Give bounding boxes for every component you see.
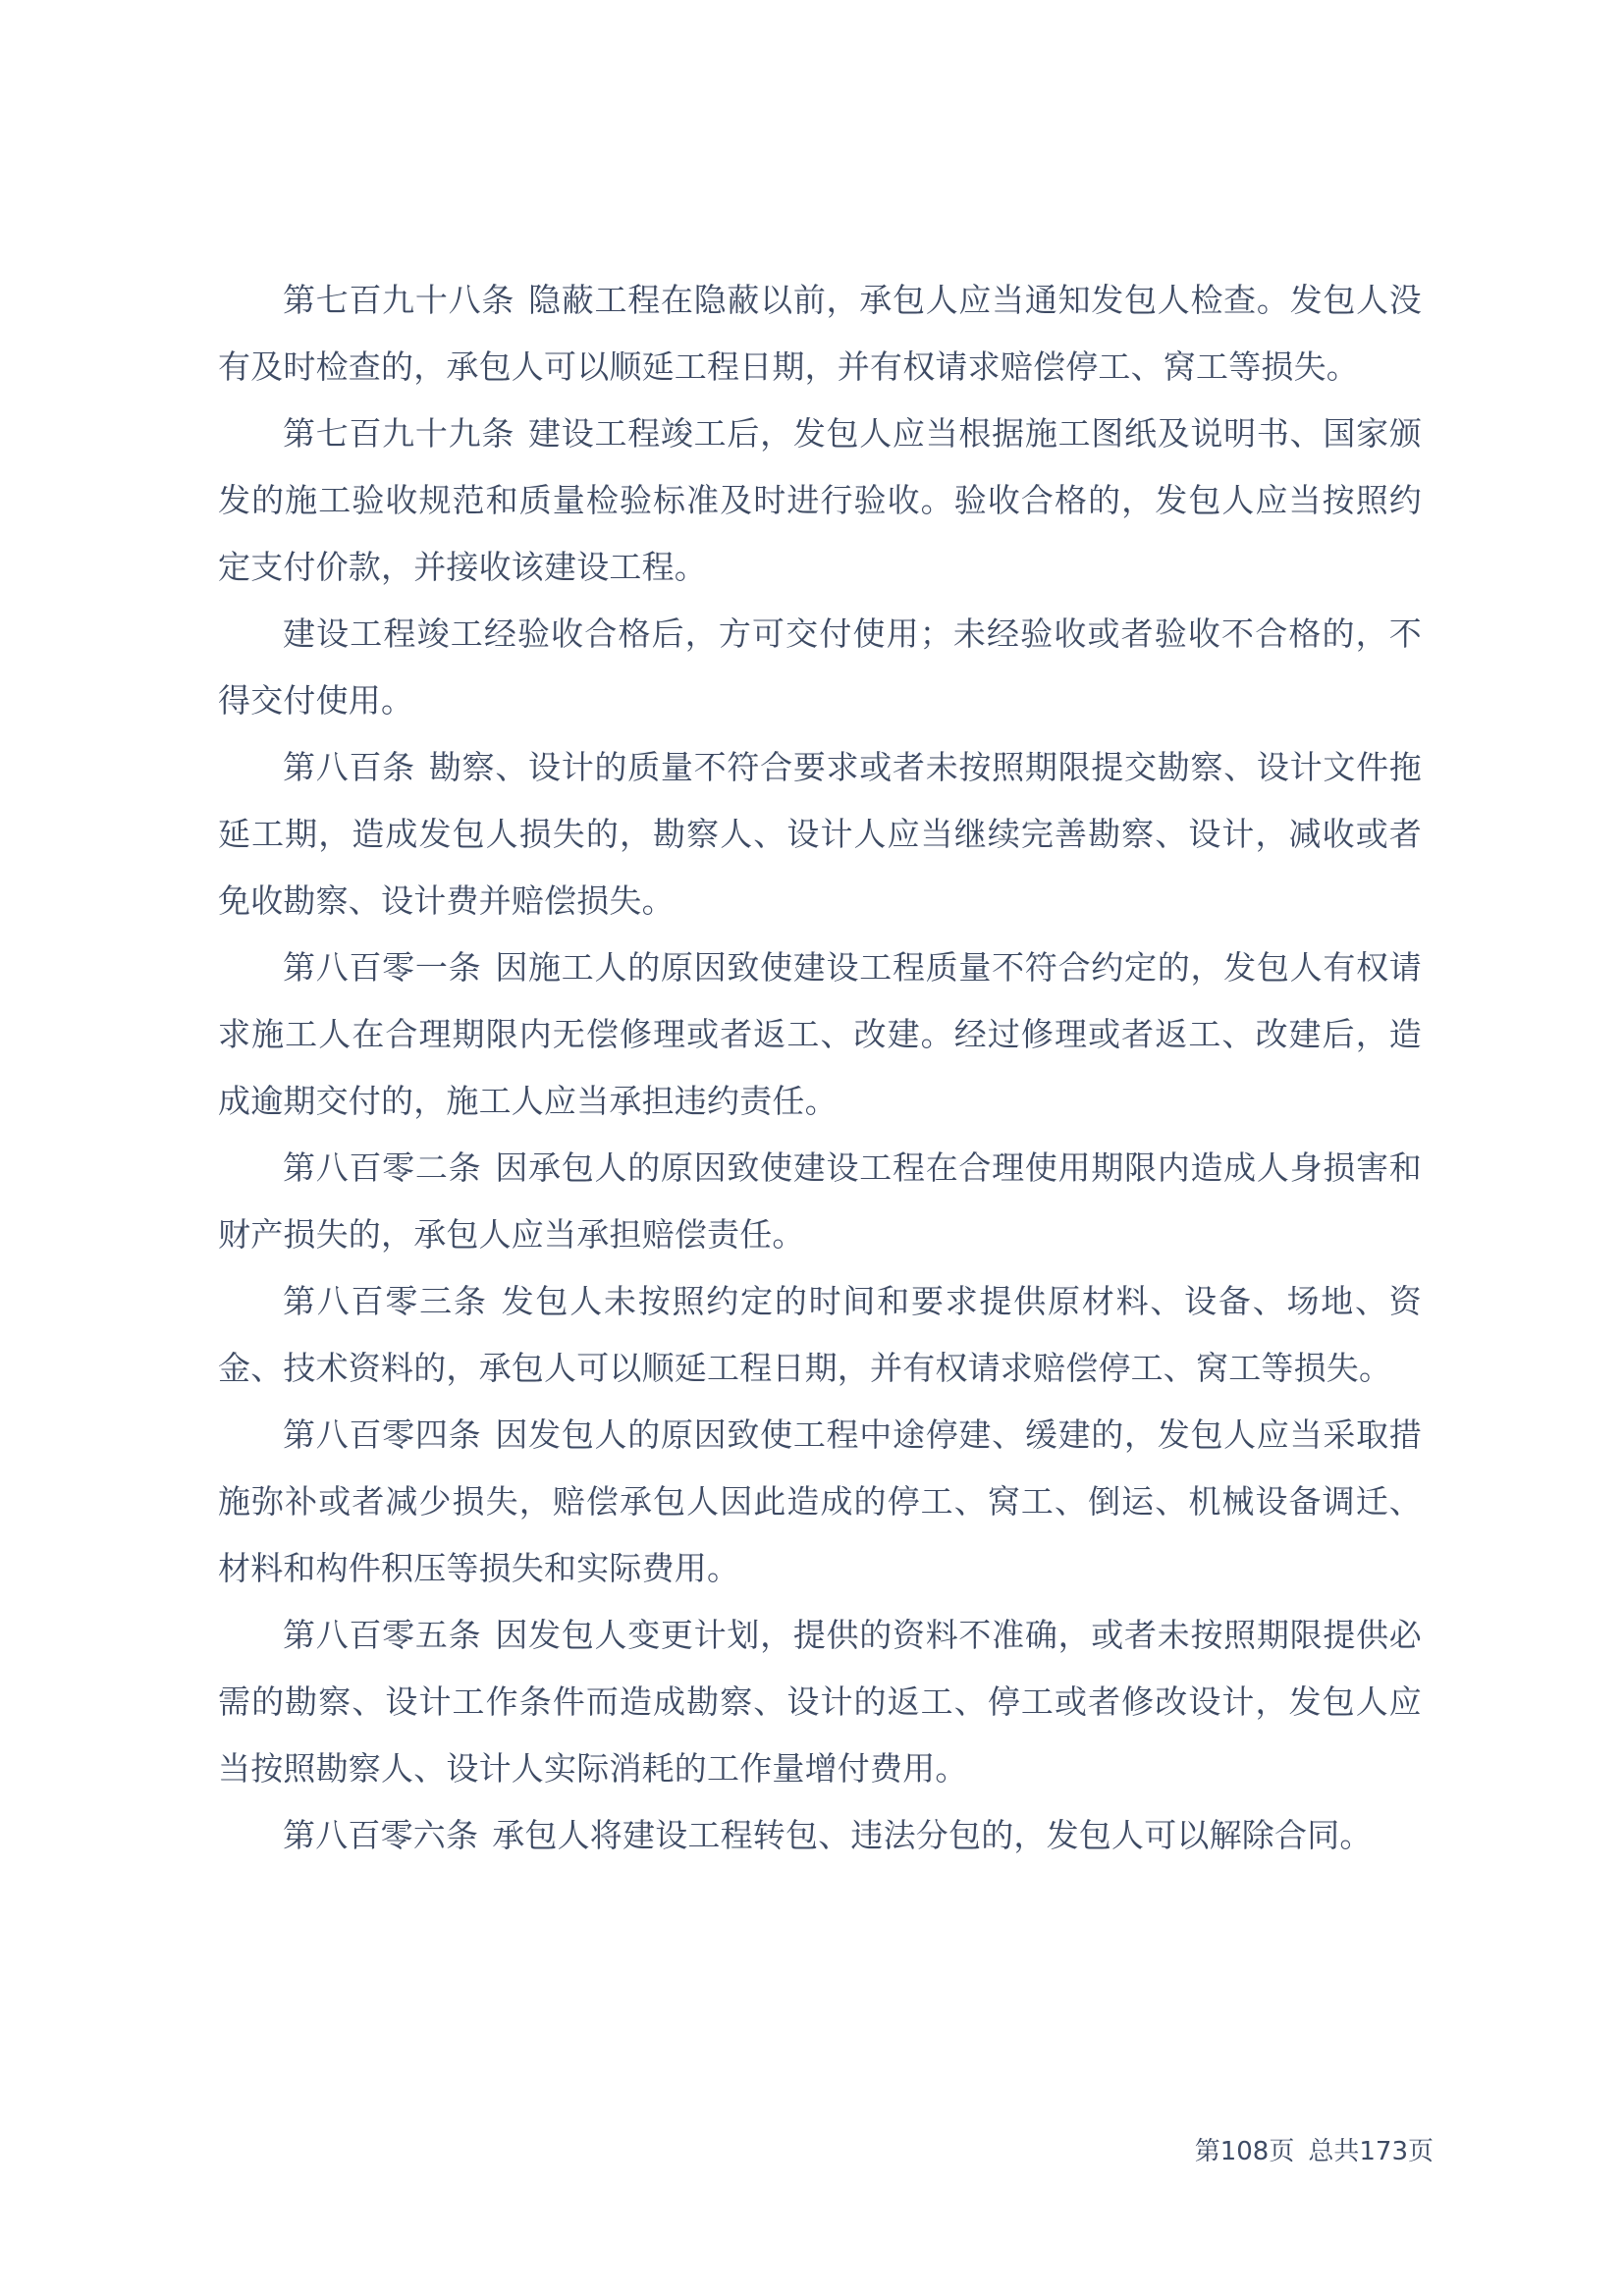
article-text: 承包人将建设工程转包、违法分包的，发包人可以解除合同。: [492, 1816, 1373, 1854]
article-number: 第八百零五条: [283, 1616, 482, 1654]
page-footer: [1195, 2135, 1434, 2168]
article-text: 因承包人的原因致使建设工程在合理使用期限内造成人身损害和财产损失的，承包人应当承担赔偿责任。: [218, 1148, 1422, 1254]
article-text: 发包人未按照约定的时间和要求提供原材料、设备、场地、资金、技术资料的，承包人可以顺延工程日期，并有权请求赔偿停工、窝工等损失。: [218, 1282, 1422, 1387]
article-799: [218, 400, 1422, 601]
article-800: [218, 734, 1422, 934]
article-803: [218, 1268, 1422, 1402]
total-pages: 总共173页: [1308, 2137, 1434, 2166]
article-805: [218, 1602, 1422, 1802]
article-number: 第八百零二条: [283, 1148, 482, 1187]
page-number: 第108页: [1194, 2137, 1295, 2166]
article-text: 因发包人的原因致使工程中途停建、缓建的，发包人应当采取措施弥补或者减少损失，赔偿承包人因此造成的停工、窝工、倒运、机械设备调迁、材料和构件积压等损失和实际费用。: [218, 1415, 1422, 1587]
article-number: 第八百零三条: [283, 1282, 488, 1320]
article-text: 因施工人的原因致使建设工程质量不符合约定的，发包人有权请求施工人在合理期限内无偿修理或者返工、改建。经过修理或者返工、改建后，造成逾期交付的，施工人应当承担违约责任。: [218, 948, 1422, 1120]
article-text: 建设工程竣工后，发包人应当根据施工图纸及说明书、国家颁发的施工验收规范和质量检验标准及时进行验收。验收合格的，发包人应当按照约定支付价款，并接收该建设工程。: [218, 414, 1422, 586]
article-text: 因发包人变更计划，提供的资料不准确，或者未按照期限提供必需的勘察、设计工作条件而造成勘察、设计的返工、停工或者修改设计，发包人应当按照勘察人、设计人实际消耗的工作量增付费用。: [218, 1616, 1422, 1788]
document-body: [218, 267, 1422, 1869]
article-804: [218, 1402, 1422, 1602]
article-799-paragraph-2: [218, 601, 1422, 734]
article-806: [218, 1802, 1422, 1869]
article-text: 隐蔽工程在隐蔽以前，承包人应当通知发包人检查。发包人没有及时检查的，承包人可以顺延工程日期，并有权请求赔偿停工、窝工等损失。: [218, 281, 1422, 386]
article-number: 第七百九十九条: [283, 414, 515, 453]
article-number: 第八百零四条: [283, 1415, 482, 1454]
article-801: [218, 934, 1422, 1135]
article-802: [218, 1135, 1422, 1268]
article-798: [218, 267, 1422, 400]
article-number: 第八百零一条: [283, 948, 482, 987]
article-number: 第八百条: [283, 748, 415, 786]
article-text: 建设工程竣工经验收合格后，方可交付使用；未经验收或者验收不合格的，不得交付使用。: [218, 614, 1422, 720]
article-text: 勘察、设计的质量不符合要求或者未按照期限提交勘察、设计文件拖延工期，造成发包人损失的，勘察人、设计人应当继续完善勘察、设计，减收或者免收勘察、设计费并赔偿损失。: [218, 748, 1422, 920]
article-number: 第七百九十八条: [283, 281, 515, 319]
article-number: 第八百零六条: [283, 1816, 479, 1854]
